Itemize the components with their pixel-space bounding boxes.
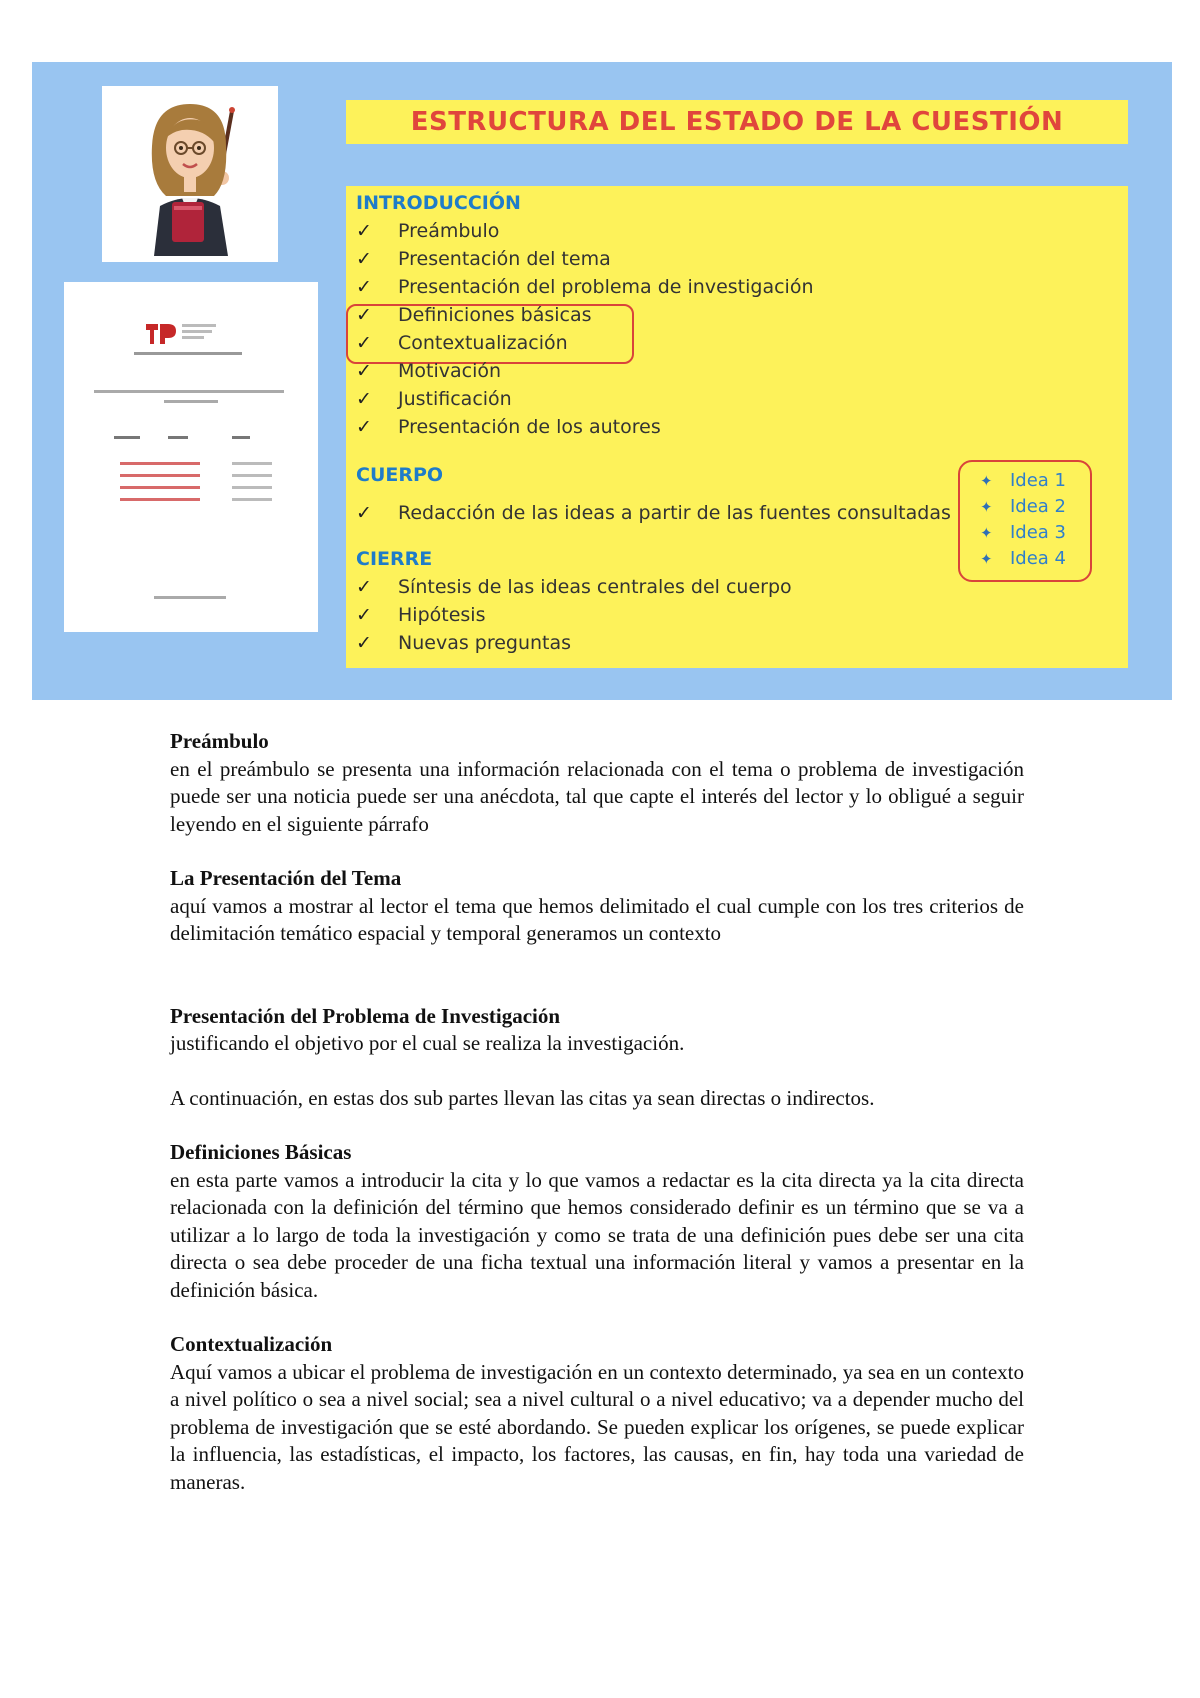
check-icon: ✓ xyxy=(356,304,372,326)
check-icon: ✓ xyxy=(356,360,372,382)
idea-item: ✦ Idea 1 xyxy=(980,470,1067,491)
section-contextualizacion xyxy=(170,1331,1024,1496)
section-definiciones-basicas xyxy=(170,1139,1024,1304)
section-heading: Contextualización xyxy=(170,1332,333,1356)
check-item: ✓ Definiciones básicas xyxy=(356,304,592,326)
diamond-bullet-icon: ✦ xyxy=(980,472,993,490)
check-item: ✓ Preámbulo xyxy=(356,220,500,242)
section-introduccion: INTRODUCCIÓN xyxy=(356,192,521,214)
document-cover-thumbnail xyxy=(64,282,318,632)
check-icon: ✓ xyxy=(356,632,372,654)
section-continuacion xyxy=(170,1085,1024,1113)
section-cuerpo: CUERPO xyxy=(356,464,444,486)
section-cierre: CIERRE xyxy=(356,548,433,570)
ideas-box xyxy=(958,460,1092,582)
check-item: ✓ Justificación xyxy=(356,388,512,410)
slide-title-bar xyxy=(346,100,1128,144)
section-paragraph: A continuación, en estas dos sub partes llevan las citas ya sean directas o indirectos. xyxy=(170,1085,875,1110)
check-item: ✓ Síntesis de las ideas centrales del cuerpo xyxy=(356,576,792,598)
section-presentacion-problema xyxy=(170,1003,1024,1058)
check-item: ✓ Redacción de las ideas a partir de las fuentes consultadas xyxy=(356,502,951,524)
section-heading: La Presentación del Tema xyxy=(170,866,402,890)
check-icon: ✓ xyxy=(356,388,372,410)
check-item: ✓ Hipótesis xyxy=(356,604,486,626)
section-presentacion-tema xyxy=(170,865,1024,948)
check-icon: ✓ xyxy=(356,248,372,270)
section-heading: Presentación del Problema de Investigación xyxy=(170,1003,561,1028)
check-item: ✓ Contextualización xyxy=(356,332,568,354)
document-body xyxy=(170,728,1024,1496)
section-paragraph: aquí vamos a mostrar al lector el tema que hemos delimitado el cual cumple con los tres criterios de delimitación temático espacial y temporal generamos un contexto xyxy=(170,893,1024,945)
check-icon: ✓ xyxy=(356,220,372,242)
check-item: ✓ Nuevas preguntas xyxy=(356,632,572,654)
section-paragraph: Aquí vamos a ubicar el problema de investigación en un contexto determinado, ya sea en un contexto a nivel político o sea a nivel social; sea a nivel cultural o a nivel educativo; va a depender mucho del problema de investigación que se esté abordando. Se pueden explicar los orígenes, se puede explicar la influencia, las estadísticas, el impacto, los factores, las causas, en fin, hay toda una variedad de maneras. xyxy=(170,1359,1024,1494)
teacher-icon xyxy=(102,86,278,262)
diamond-bullet-icon: ✦ xyxy=(980,550,993,568)
check-item: ✓ Presentación de los autores xyxy=(356,416,661,438)
section-paragraph: justificando el objetivo por el cual se realiza la investigación. xyxy=(170,1031,685,1055)
section-preambulo xyxy=(170,728,1024,838)
check-item: ✓ Presentación del problema de investigación xyxy=(356,276,814,298)
idea-item: ✦ Idea 3 xyxy=(980,522,1067,543)
structure-panel xyxy=(346,186,1128,668)
section-paragraph: en el preámbulo se presenta una información relacionada con el tema o problema de investigación puede ser una noticia puede ser una anécdota, tal que capte el interés del lector y lo obligué a seguir leyendo en el siguiente párrafo xyxy=(170,756,1024,836)
check-icon: ✓ xyxy=(356,416,372,438)
check-icon: ✓ xyxy=(356,604,372,626)
section-heading: Preámbulo xyxy=(170,729,269,753)
idea-item: ✦ Idea 4 xyxy=(980,548,1067,569)
slide-title: ESTRUCTURA DEL ESTADO DE LA CUESTIÓN xyxy=(410,107,1064,137)
section-paragraph: en esta parte vamos a introducir la cita y lo que vamos a redactar es la cita directa ya la cita directa relacionada con la definición del término que hemos considerado definir es un término que se va a utilizar a lo largo de toda la investigación y como se trata de una definición pues debe ser una cita directa o sea debe proceder de una ficha textual una información literal y vamos a presentar en la definición básica. xyxy=(170,1167,1024,1302)
check-icon: ✓ xyxy=(356,332,372,354)
document-cover-icon xyxy=(64,282,318,632)
idea-item: ✦ Idea 2 xyxy=(980,496,1067,517)
check-icon: ✓ xyxy=(356,276,372,298)
diamond-bullet-icon: ✦ xyxy=(980,498,993,516)
check-item: ✓ Motivación xyxy=(356,360,502,382)
check-icon: ✓ xyxy=(356,502,372,524)
teacher-illustration xyxy=(102,86,278,262)
slide-image xyxy=(32,62,1172,700)
check-item: ✓ Presentación del tema xyxy=(356,248,611,270)
diamond-bullet-icon: ✦ xyxy=(980,524,993,542)
section-heading: Definiciones Básicas xyxy=(170,1140,352,1164)
check-icon: ✓ xyxy=(356,576,372,598)
